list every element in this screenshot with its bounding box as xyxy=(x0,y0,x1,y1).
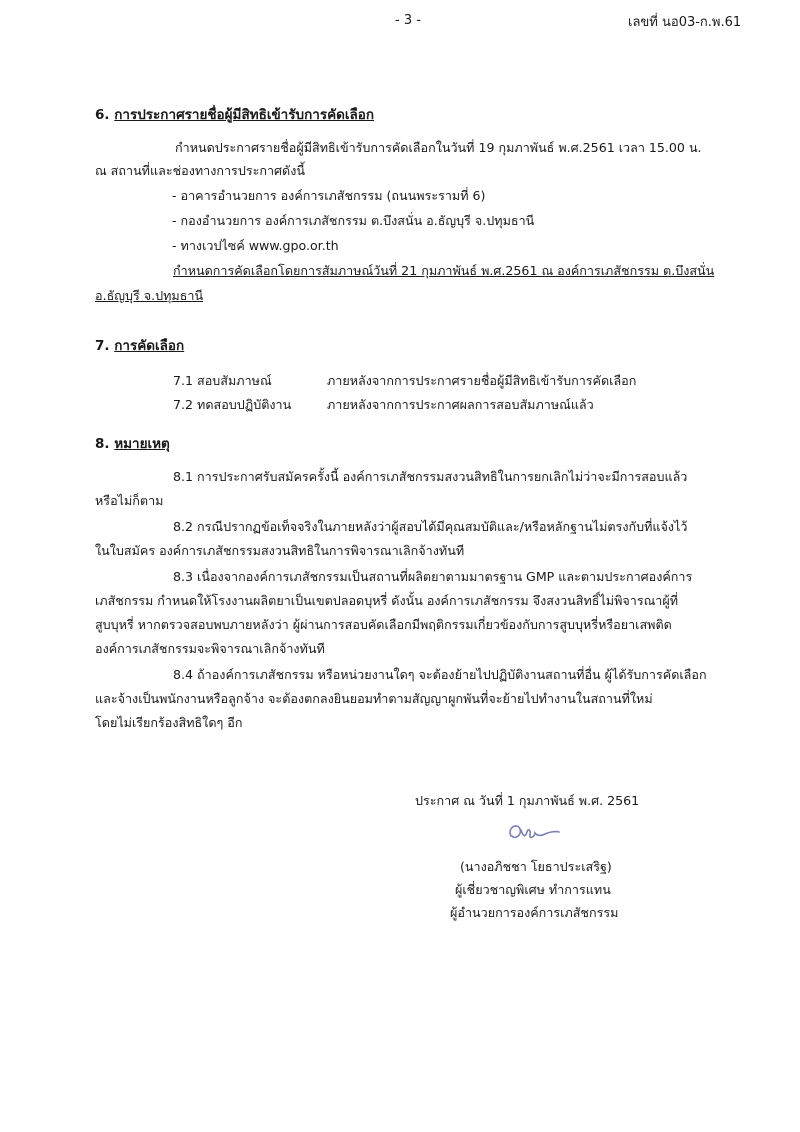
note-8-2-line-1: 8.2 กรณีปรากฏข้อเท็จจริงในภายหลังว่าผู้สอบได้มีคุณสมบัติและ/หรือหลักฐานไม่ตรงกับที่แจ้งไว้ xyxy=(173,519,688,534)
section-7-row-2-label: 7.2 ทดสอบปฏิบัติงาน xyxy=(173,397,292,412)
section-6-bullet-2: - กองอำนวยการ องค์การเภสัชกรรม ต.บึงสนั่น อ.ธัญบุรี จ.ปทุมธานี xyxy=(172,213,535,228)
signatory-name: (นางอภิชชา โยธาประเสริฐ) xyxy=(460,859,612,874)
note-8-3-line-4: องค์การเภสัชกรรมจะพิจารณาเลิกจ้างทันที xyxy=(95,641,325,656)
section-7-row-1-desc: ภายหลังจากการประกาศรายชื่อผู้มีสิทธิเข้ารับการคัดเลือก xyxy=(327,373,637,388)
section-8-title: หมายเหตุ xyxy=(114,436,170,452)
note-8-1-line-1: 8.1 การประกาศรับสมัครครั้งนี้ องค์การเภสัชกรรมสงวนสิทธิในการยกเลิกไม่ว่าจะมีการสอบแล้ว xyxy=(173,469,688,484)
section-6-heading xyxy=(95,103,374,125)
document-number: เลขที่ นอ03-ก.พ.61 xyxy=(628,15,742,30)
signatory-position-line-1: ผู้เชี่ยวชาญพิเศษ ทำการแทน xyxy=(455,882,611,897)
section-8-heading xyxy=(95,432,170,454)
note-8-4-line-2: และจ้างเป็นพนักงานหรือลูกจ้าง จะต้องตกลงยินยอมทำตามสัญญาผูกพันที่จะย้ายไปทำงานในสถานที่ใหม่ xyxy=(95,691,653,706)
note-8-3-line-2: เภสัชกรรม กำหนดให้โรงงานผลิตยาเป็นเขตปลอดบุหรี่ ดังนั้น องค์การเภสัชกรรม จึงสงวนสิทธิ์ไม่พิจารณาผู้ที่ xyxy=(95,593,679,608)
note-8-3-line-3: สูบบุหรี่ หากตรวจสอบพบภายหลังว่า ผู้ผ่านการสอบคัดเลือกมีพฤติกรรมเกี่ยวข้องกับการสูบบุหรี่หรือยาเสพติด xyxy=(95,617,672,632)
section-6-title: การประกาศรายชื่อผู้มีสิทธิเข้ารับการคัดเลือก xyxy=(114,107,375,123)
section-7-heading xyxy=(95,334,184,356)
note-8-2-line-2: ในใบสมัคร องค์การเภสัชกรรมสงวนสิทธิในการพิจารณาเลิกจ้างทันที xyxy=(95,543,465,558)
note-8-4-line-1: 8.4 ถ้าองค์การเภสัชกรรม หรือหน่วยงานใดๆ จะต้องย้ายไปปฏิบัติงานสถานที่อื่น ผู้ได้รับการคัดเลือก xyxy=(173,667,707,682)
section-7-row-2-desc: ภายหลังจากการประกาศผลการสอบสัมภาษณ์แล้ว xyxy=(327,397,594,412)
handwritten-signature-icon xyxy=(505,818,565,852)
section-6-interview-line-2: อ.ธัญบุรี จ.ปทุมธานี xyxy=(95,288,204,303)
note-8-3-line-1: 8.3 เนื่องจากองค์การเภสัชกรรมเป็นสถานที่ผลิตยาตามมาตรฐาน GMP และตามประกาศองค์การ xyxy=(173,569,693,584)
section-6-interview-line-1: กำหนดการคัดเลือกโดยการสัมภาษณ์วันที่ 21 กุมภาพันธ์ พ.ศ.2561 ณ องค์การเภสัชกรรม ต.บึงสนั่น xyxy=(173,263,715,278)
page-number: - 3 - xyxy=(395,13,421,28)
section-6-para-line-1: กำหนดประกาศรายชื่อผู้มีสิทธิเข้ารับการคัดเลือกในวันที่ 19 กุมภาพันธ์ พ.ศ.2561 เวลา 15.00 น. xyxy=(175,140,702,155)
section-7-number: 7. xyxy=(95,338,110,354)
section-6-bullet-1: - อาคารอำนวยการ องค์การเภสัชกรรม (ถนนพระรามที่ 6) xyxy=(172,188,486,203)
signatory-position-line-2: ผู้อำนวยการองค์การเภสัชกรรม xyxy=(450,905,619,920)
note-8-4-line-3: โดยไม่เรียกร้องสิทธิใดๆ อีก xyxy=(95,715,243,730)
note-8-1-line-2: หรือไม่ก็ตาม xyxy=(95,493,164,508)
announcement-date: ประกาศ ณ วันที่ 1 กุมภาพันธ์ พ.ศ. 2561 xyxy=(415,793,640,808)
section-6-bullet-3: - ทางเวปไซค์ www.gpo.or.th xyxy=(172,238,339,253)
section-7-title: การคัดเลือก xyxy=(114,338,185,354)
section-6-para-line-2: ณ สถานที่และช่องทางการประกาศดังนี้ xyxy=(95,163,305,178)
section-7-row-1-label: 7.1 สอบสัมภาษณ์ xyxy=(173,373,272,388)
section-8-number: 8. xyxy=(95,436,110,452)
section-6-number: 6. xyxy=(95,107,110,123)
